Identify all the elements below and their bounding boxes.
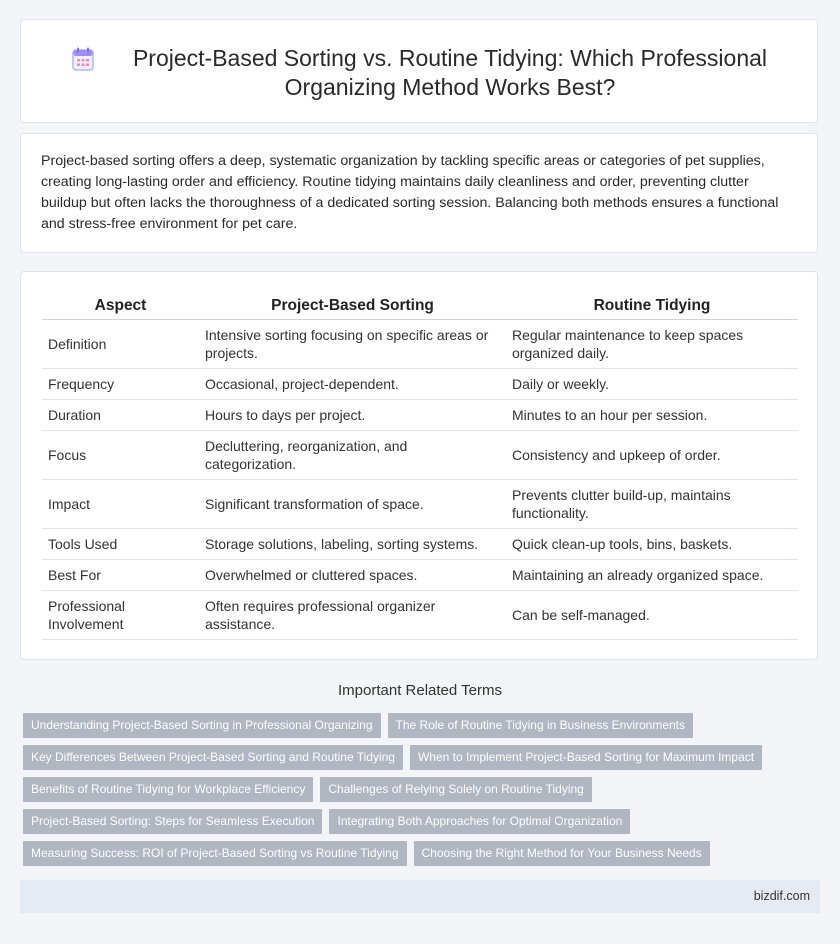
table-header-row [42, 295, 798, 320]
table-cell: Occasional, project-dependent. [199, 369, 506, 400]
table-cell: Intensive sorting focusing on specific areas or projects. [199, 320, 506, 369]
related-term-tag[interactable]: Benefits of Routine Tidying for Workplace Efficiency [23, 777, 313, 802]
table-cell: Storage solutions, labeling, sorting systems. [199, 529, 506, 560]
tag-row [23, 745, 762, 770]
table-cell: Regular maintenance to keep spaces organized daily. [506, 320, 798, 369]
table-cell: Impact [42, 480, 199, 529]
related-term-tag[interactable]: Key Differences Between Project-Based Sorting and Routine Tidying [23, 745, 403, 770]
tag-row [23, 809, 630, 834]
page-title: Project-Based Sorting vs. Routine Tidying: Which Professional Organizing Method Works Best? [132, 45, 768, 100]
table-cell: Daily or weekly. [506, 369, 798, 400]
intro-paragraph: Project-based sorting offers a deep, systematic organization by tackling specific areas or categories of pet supplies, creating long-lasting order and efficiency. Routine tidying maintains daily cleanliness and order, preventing clutter buildup but often lacks the thoroughness of a dedicated sorting session. Balancing both methods ensures a functional and stress-free environment for pet care. [41, 153, 779, 232]
table-cell: Overwhelmed or cluttered spaces. [199, 560, 506, 591]
related-term-tag[interactable]: Challenges of Relying Solely on Routine Tidying [320, 777, 592, 802]
title-card [20, 19, 818, 123]
tag-row [23, 713, 693, 738]
related-term-tag[interactable]: Integrating Both Approaches for Optimal Organization [329, 809, 630, 834]
table-cell: Decluttering, reorganization, and categorization. [199, 431, 506, 480]
related-term-tag[interactable]: Choosing the Right Method for Your Business Needs [414, 841, 710, 866]
related-term-tag[interactable]: The Role of Routine Tidying in Business Environments [388, 713, 693, 738]
footer [20, 880, 820, 913]
related-term-tag[interactable]: Project-Based Sorting: Steps for Seamless Execution [23, 809, 322, 834]
table-cell: Minutes to an hour per session. [506, 400, 798, 431]
table-cell: Definition [42, 320, 199, 369]
table-cell: Focus [42, 431, 199, 480]
table-cell: Duration [42, 400, 199, 431]
footer-site-link[interactable]: bizdif.com [753, 889, 810, 903]
table-cell: Maintaining an already organized space. [506, 560, 798, 591]
table-cell: Significant transformation of space. [199, 480, 506, 529]
table-cell: Hours to days per project. [199, 400, 506, 431]
table-row [42, 369, 798, 400]
related-term-tag[interactable]: When to Implement Project-Based Sorting for Maximum Impact [410, 745, 762, 770]
table-cell: Tools Used [42, 529, 199, 560]
calendar-icon [72, 47, 94, 71]
intro-card [20, 133, 818, 253]
related-term-tag[interactable]: Understanding Project-Based Sorting in Professional Organizing [23, 713, 381, 738]
table-cell: Consistency and upkeep of order. [506, 431, 798, 480]
table-cell: Often requires professional organizer assistance. [199, 591, 506, 640]
table-cell: Quick clean-up tools, bins, baskets. [506, 529, 798, 560]
table-row [42, 480, 798, 529]
comparison-card [20, 271, 818, 660]
table-row [42, 320, 798, 369]
tag-row [23, 841, 710, 866]
tag-row [23, 777, 592, 802]
related-term-tag[interactable]: Measuring Success: ROI of Project-Based Sorting vs Routine Tidying [23, 841, 407, 866]
header-project-based: Project-Based Sorting [199, 295, 506, 320]
table-row [42, 431, 798, 480]
table-cell: Best For [42, 560, 199, 591]
table-cell: Frequency [42, 369, 199, 400]
comparison-table [42, 295, 798, 640]
table-row [42, 591, 798, 640]
header-aspect: Aspect [42, 295, 199, 320]
table-row [42, 560, 798, 591]
table-row [42, 529, 798, 560]
table-cell: Prevents clutter build-up, maintains functionality. [506, 480, 798, 529]
table-cell: Can be self-managed. [506, 591, 798, 640]
related-terms-heading: Important Related Terms [338, 682, 502, 699]
header-routine: Routine Tidying [506, 295, 798, 320]
table-row [42, 400, 798, 431]
table-cell: Professional Involvement [42, 591, 199, 640]
